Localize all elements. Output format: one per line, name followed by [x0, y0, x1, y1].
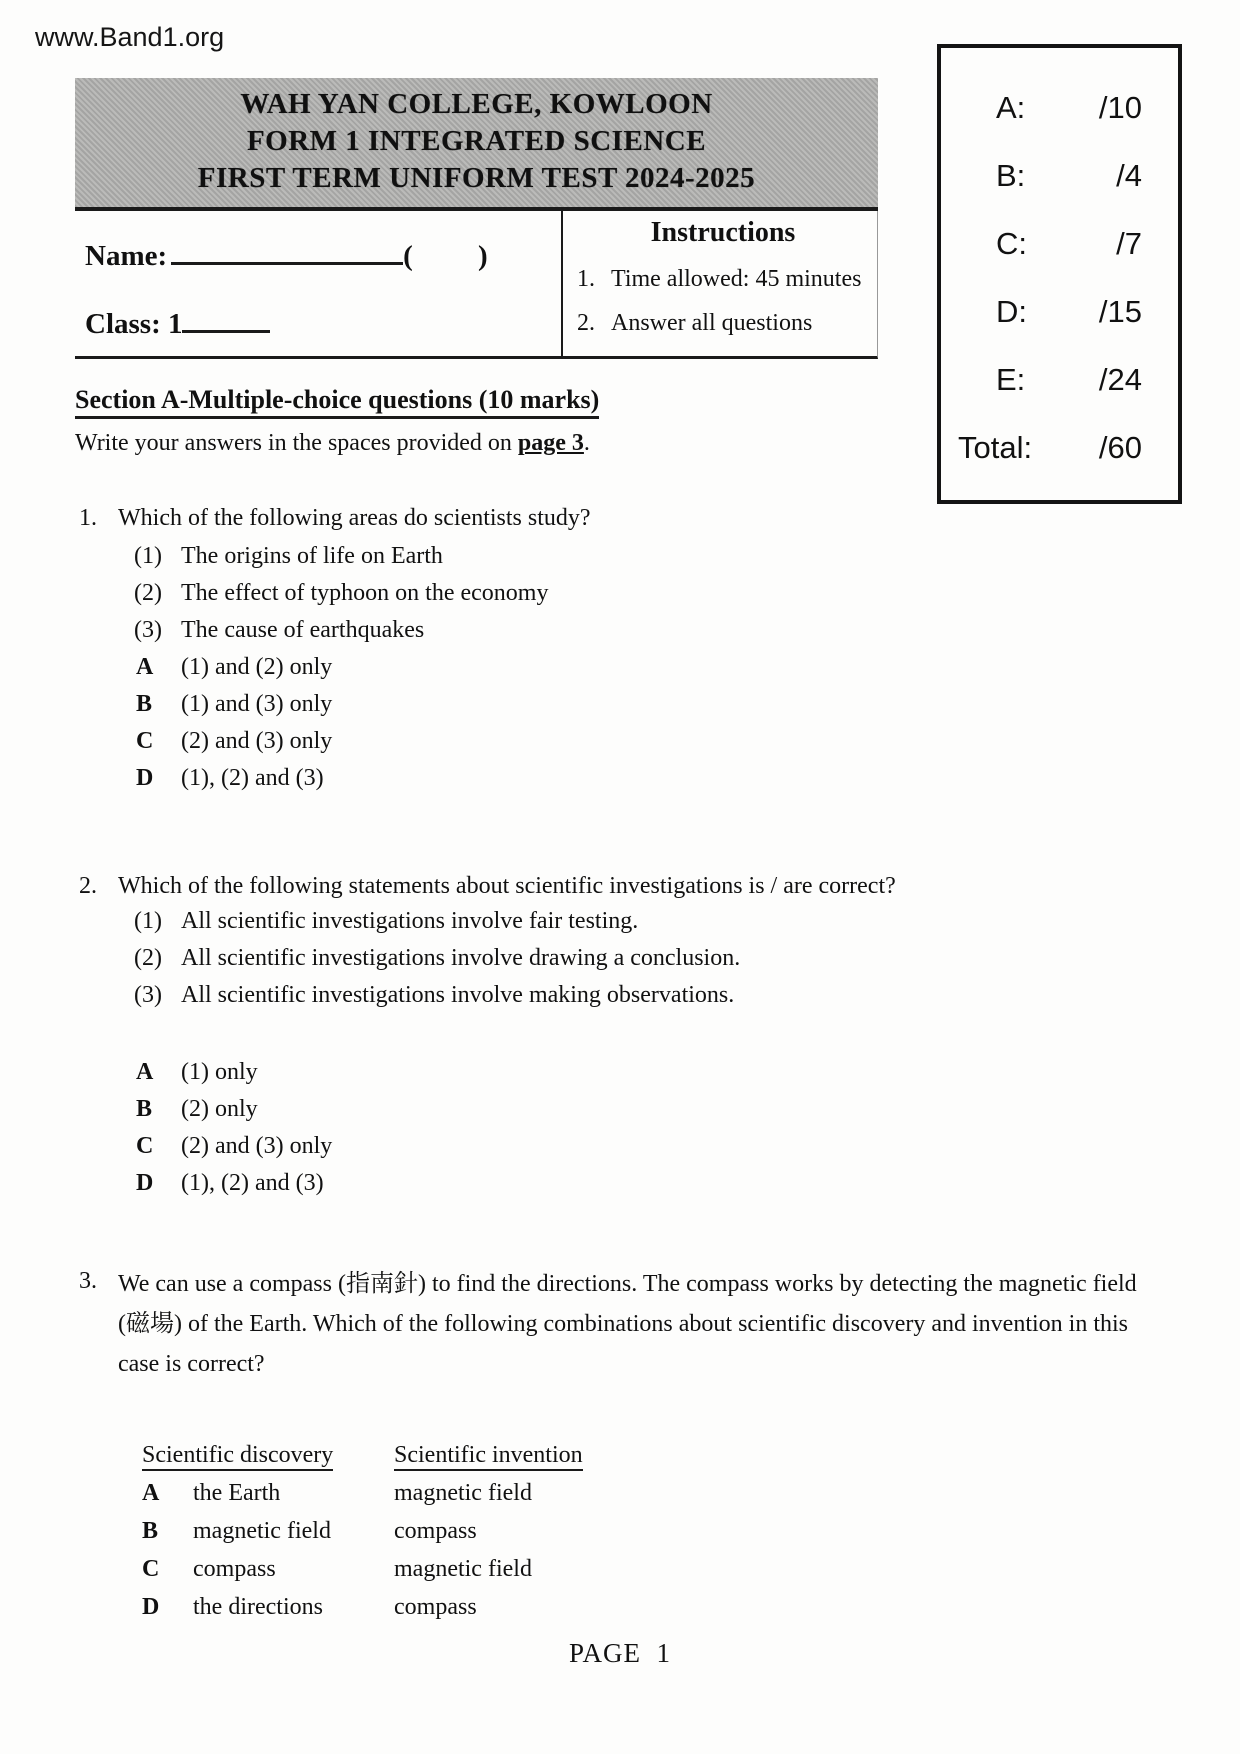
table-row: [142, 1550, 1141, 1588]
option-letter: D: [136, 765, 154, 791]
exam-header: [75, 78, 878, 359]
section-a-subtitle: [75, 430, 1141, 457]
row-letter: D: [142, 1594, 160, 1620]
option-letter: A: [136, 1059, 154, 1085]
discovery-cell: the directions: [193, 1594, 323, 1620]
column-header-text: Scientific discovery: [142, 1442, 333, 1471]
option-text: (1) only: [181, 1059, 258, 1085]
question-number: 3.: [79, 1268, 97, 1294]
statement-label: (1): [134, 543, 162, 569]
option-text: (1) and (3) only: [181, 691, 333, 717]
statement-label: (2): [134, 580, 162, 606]
option-text: (1) and (2) only: [181, 654, 333, 680]
marks-label: Total:: [958, 430, 1033, 465]
question-number: 1.: [79, 505, 97, 531]
column-header-invention: [394, 1436, 583, 1474]
option-text: (1), (2) and (3): [181, 1170, 324, 1196]
statement-label: (2): [134, 945, 162, 971]
choice-option: [136, 1091, 1141, 1128]
marks-label: C:: [996, 226, 1027, 261]
statement-label: (1): [134, 908, 162, 934]
table-header-row: [142, 1436, 1141, 1474]
statement-text: All scientific investigations involve making observations.: [181, 982, 735, 1008]
instruction-number: 2.: [577, 310, 595, 336]
page-3-reference: page 3: [517, 430, 584, 456]
statement-text: The origins of life on Earth: [181, 543, 443, 569]
question-text: We can use a compass (指南針) to find the directions. The compass works by detecting the magnetic field (磁場) of the Earth. Which of the following combinations about scientific discovery and invention in this case is correct?: [118, 1271, 1137, 1377]
option-letter: C: [136, 1133, 154, 1159]
question-text: Which of the following areas do scientists study?: [118, 505, 591, 531]
choice-option: [136, 686, 1141, 723]
marks-label: D:: [996, 294, 1027, 329]
class-label: Class: 1: [85, 308, 183, 340]
title-banner: [75, 78, 878, 211]
instruction-number: 1.: [577, 266, 595, 292]
marks-label: A:: [996, 90, 1026, 125]
exam-title: FIRST TERM UNIFORM TEST 2024-2025: [197, 162, 756, 194]
table-row: [142, 1512, 1141, 1550]
statement-label: (3): [134, 617, 162, 643]
option-letter: B: [136, 1096, 153, 1122]
choice-option: [136, 1128, 1141, 1165]
statement: [134, 903, 1141, 940]
choice-option: [136, 1165, 1141, 1202]
invention-cell: compass: [394, 1594, 477, 1620]
option-letter: B: [136, 691, 153, 717]
statement-text: All scientific investigations involve fair testing.: [181, 908, 639, 934]
statement-text: The cause of earthquakes: [181, 617, 425, 643]
name-row: [85, 237, 561, 273]
statement: [134, 538, 1141, 575]
marks-value: /15: [1098, 294, 1142, 329]
choice-option: [136, 760, 1141, 797]
class-blank-field: [182, 305, 270, 333]
class-row: [85, 305, 561, 341]
marks-value: /7: [1116, 226, 1142, 261]
marks-value: /4: [1116, 158, 1142, 193]
choice-option: [136, 723, 1141, 760]
discovery-cell: magnetic field: [193, 1518, 331, 1544]
statement: [134, 575, 1141, 612]
section-a-heading: Section A-Multiple-choice questions (10 marks): [75, 385, 599, 419]
discovery-cell: the Earth: [193, 1480, 281, 1506]
marks-value: /10: [1098, 90, 1142, 125]
option-text: (2) and (3) only: [181, 1133, 333, 1159]
instruction-item: [577, 301, 869, 345]
name-blank-field: [171, 237, 403, 265]
instruction-text: Time allowed: 45 minutes: [611, 266, 862, 292]
name-label: Name:: [85, 240, 168, 272]
statement-text: The effect of typhoon on the economy: [181, 580, 549, 606]
marks-row-c: [941, 226, 1178, 262]
statement: [134, 940, 1141, 977]
table-row: [142, 1474, 1141, 1512]
row-letter: A: [142, 1480, 160, 1506]
option-text: (2) only: [181, 1096, 258, 1122]
invention-cell: magnetic field: [394, 1556, 532, 1582]
subtitle-text: Write your answers in the spaces provided on: [75, 430, 518, 456]
option-text: (2) and (3) only: [181, 728, 333, 754]
instructions-cell: [561, 211, 877, 356]
choice-option: [136, 1054, 1141, 1091]
instructions-title: Instructions: [650, 217, 796, 248]
option-letter: D: [136, 1170, 154, 1196]
marks-label: E:: [996, 362, 1026, 397]
instruction-text: Answer all questions: [611, 310, 813, 336]
school-name: WAH YAN COLLEGE, KOWLOON: [240, 88, 713, 120]
row-letter: B: [142, 1518, 159, 1544]
watermark-url: www.Band1.org: [35, 22, 225, 52]
marks-row-b: [941, 158, 1178, 194]
statement: [134, 612, 1141, 649]
marks-value: /60: [1098, 430, 1142, 465]
subtitle-period: .: [583, 430, 590, 456]
question-1: [75, 501, 1141, 797]
option-letter: A: [136, 654, 154, 680]
name-class-cell: [75, 211, 561, 356]
course-title: FORM 1 INTEGRATED SCIENCE: [246, 125, 707, 157]
statement-label: (3): [134, 982, 162, 1008]
marks-row-a: [941, 90, 1178, 126]
statement: [134, 977, 1141, 1014]
question-3: [75, 1264, 1141, 1626]
header-lower: [75, 211, 878, 359]
marks-row-d: [941, 294, 1178, 330]
row-letter: C: [142, 1556, 160, 1582]
option-letter: C: [136, 728, 154, 754]
instruction-item: [577, 257, 869, 301]
exam-body: [75, 385, 1141, 1626]
page-footer: PAGE 1: [568, 1638, 672, 1668]
invention-cell: magnetic field: [394, 1480, 532, 1506]
discovery-cell: compass: [193, 1556, 276, 1582]
column-header-text: Scientific invention: [394, 1442, 583, 1471]
statement-text: All scientific investigations involve drawing a conclusion.: [181, 945, 741, 971]
marks-value: /24: [1098, 362, 1142, 397]
marks-label: B:: [996, 158, 1026, 193]
question-2: [75, 869, 1141, 1202]
question-text: Which of the following statements about scientific investigations is / are correct?: [118, 873, 896, 899]
choice-option: [136, 649, 1141, 686]
invention-cell: compass: [394, 1518, 477, 1544]
table-row: [142, 1588, 1141, 1626]
question-number: 2.: [79, 873, 97, 899]
class-number-parens: ( ): [403, 240, 488, 272]
column-header-discovery: [142, 1436, 394, 1474]
option-text: (1), (2) and (3): [181, 765, 324, 791]
discovery-invention-table: [142, 1436, 1141, 1626]
